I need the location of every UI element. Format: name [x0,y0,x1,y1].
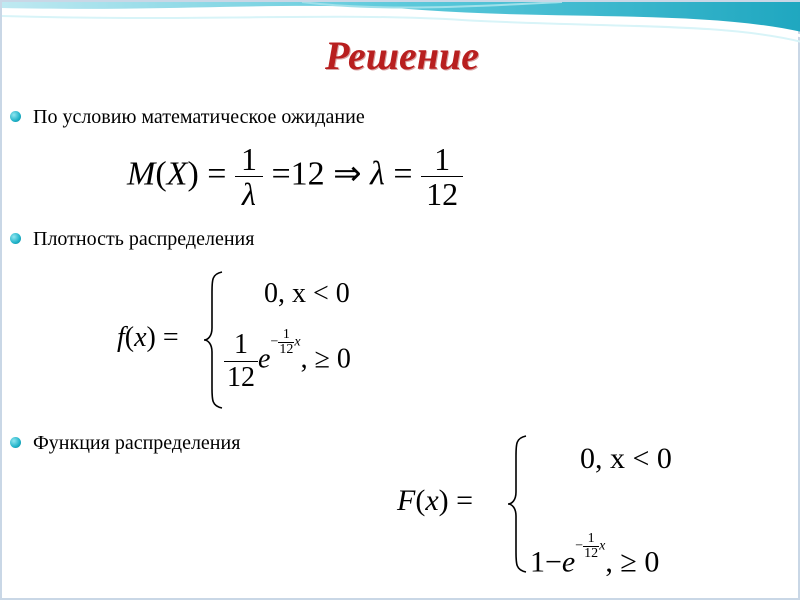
slide-title: Решение [324,33,480,78]
bullet-text: Функция распределения [33,432,241,454]
fraction-one-over-lambda: $\frac{1}{\lambda}$ [235,142,263,211]
formula-expectation: M(X) = $\frac{1}{\lambda}$ =12 ⇒ λ = $\frac{1}{12}$ [127,142,463,211]
cdf-exponent: − $\frac{1}{12}$ x [575,531,606,561]
formula-M: M [127,155,156,193]
bullet-icon [10,437,21,448]
formula-cdf-lhs: F(x) = [397,484,474,517]
bullet-text: Плотность распределения [33,228,255,250]
cdf-case-2: 1−e− $\frac{1}{12}$ x, ≥ 0 [530,531,660,579]
cdf-case-1: 0, x < 0 [580,442,672,475]
equals-sign: = [207,155,227,193]
bullet-icon [10,111,21,122]
bullet-item-2 [10,228,254,251]
density-case-2: $\frac{1}{12}$ e− $\frac{1}{12}$ x, ≥ 0 [224,328,351,394]
density-exponent: − $\frac{1}{12}$ x [270,327,301,357]
bullet-item-1 [10,106,365,129]
bullet-item-3 [10,432,240,455]
value-twelve: 12 [290,155,325,193]
density-case-1: 0, x < 0 [264,278,350,309]
fraction-one-over-twelve: $\frac{1}{12}$ [421,142,463,211]
formula-density-lhs: f(x) = [117,322,179,353]
bullet-text: По условию математическое ожидание [33,106,365,128]
implies-arrow: ⇒ [333,155,362,193]
left-brace-density [202,270,226,410]
lambda-symbol: λ [370,155,385,193]
left-brace-cdf [506,434,530,574]
bullet-icon [10,233,21,244]
formula-X: X [166,155,188,193]
